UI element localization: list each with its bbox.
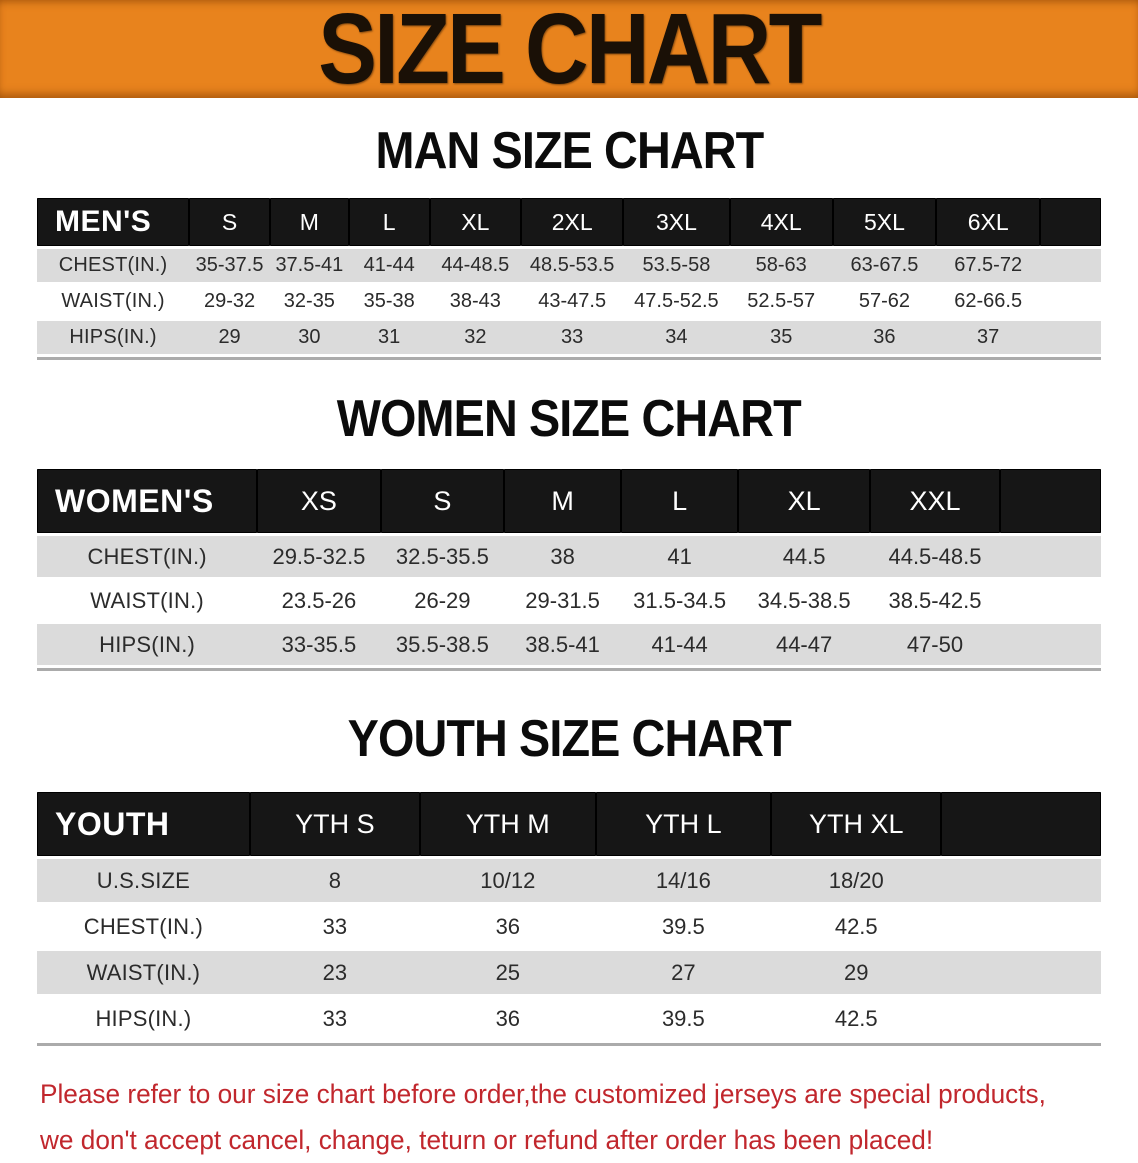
measurement-label: CHEST(IN.) <box>37 246 189 285</box>
section-youth <box>0 710 1138 1046</box>
disclaimer <box>40 1071 1138 1163</box>
measurement-value: 33 <box>250 905 420 951</box>
women-section-heading-text: WOMEN SIZE CHART <box>337 390 801 448</box>
size-header-row <box>37 469 1101 533</box>
measurement-row <box>37 856 1101 905</box>
banner <box>0 0 1138 105</box>
measurement-value: 48.5-53.5 <box>521 246 623 285</box>
measurement-value: 41-44 <box>349 246 430 285</box>
measurement-label: U.S.SIZE <box>37 856 250 905</box>
section-men <box>0 122 1138 360</box>
measurement-value: 25 <box>420 951 596 997</box>
size-column-header: YTH S <box>250 792 420 856</box>
youth-section-heading-text: YOUTH SIZE CHART <box>347 710 791 768</box>
measurement-row <box>37 246 1101 285</box>
measurement-value: 35.5-38.5 <box>381 624 504 668</box>
measurement-value: 47.5-52.5 <box>623 285 729 321</box>
measurement-row <box>37 905 1101 951</box>
measurement-value: 52.5-57 <box>730 285 833 321</box>
measurement-value: 38 <box>504 533 621 580</box>
measurement-value: 32-35 <box>270 285 349 321</box>
measurement-value: 10/12 <box>420 856 596 905</box>
measurement-value: 23 <box>250 951 420 997</box>
measurement-value: 32.5-35.5 <box>381 533 504 580</box>
youth-table-title: YOUTH <box>37 792 250 856</box>
measurement-value: 35-38 <box>349 285 430 321</box>
women-section-heading <box>0 390 1138 448</box>
measurement-value: 33 <box>521 321 623 357</box>
men-section-heading <box>0 122 1138 180</box>
size-column-header: 4XL <box>730 198 833 246</box>
measurement-value: 34 <box>623 321 729 357</box>
measurement-value: 44-48.5 <box>430 246 522 285</box>
measurement-value: 53.5-58 <box>623 246 729 285</box>
header-filler <box>941 792 1101 856</box>
size-header-row <box>37 792 1101 856</box>
measurement-value: 35-37.5 <box>189 246 270 285</box>
measurement-value: 39.5 <box>596 997 772 1043</box>
measurement-value: 58-63 <box>730 246 833 285</box>
size-column-header: XL <box>430 198 522 246</box>
measurement-value: 31.5-34.5 <box>621 580 738 624</box>
measurement-value: 36 <box>420 905 596 951</box>
measurement-row <box>37 951 1101 997</box>
size-column-header: 5XL <box>833 198 936 246</box>
measurement-value: 42.5 <box>771 997 941 1043</box>
measurement-value: 34.5-38.5 <box>738 580 870 624</box>
measurement-value: 36 <box>833 321 936 357</box>
cell-filler <box>941 951 1101 997</box>
measurement-value: 47-50 <box>870 624 1000 668</box>
measurement-label: WAIST(IN.) <box>37 951 250 997</box>
measurement-row <box>37 285 1101 321</box>
measurement-label: WAIST(IN.) <box>37 580 257 624</box>
measurement-value: 30 <box>270 321 349 357</box>
youth-section-heading <box>0 710 1138 768</box>
measurement-value: 26-29 <box>381 580 504 624</box>
size-column-header: L <box>621 469 738 533</box>
size-column-header: M <box>270 198 349 246</box>
measurement-value: 36 <box>420 997 596 1043</box>
measurement-value: 44.5-48.5 <box>870 533 1000 580</box>
women-size-table <box>37 469 1101 671</box>
measurement-value: 31 <box>349 321 430 357</box>
measurement-value: 8 <box>250 856 420 905</box>
measurement-value: 35 <box>730 321 833 357</box>
measurement-label: HIPS(IN.) <box>37 624 257 668</box>
measurement-value: 43-47.5 <box>521 285 623 321</box>
measurement-label: CHEST(IN.) <box>37 905 250 951</box>
measurement-label: HIPS(IN.) <box>37 997 250 1043</box>
size-column-header: YTH XL <box>771 792 941 856</box>
measurement-value: 32 <box>430 321 522 357</box>
measurement-row <box>37 624 1101 668</box>
measurement-row <box>37 997 1101 1043</box>
measurement-value: 29 <box>771 951 941 997</box>
measurement-value: 62-66.5 <box>936 285 1040 321</box>
measurement-value: 38.5-42.5 <box>870 580 1000 624</box>
men-size-table <box>37 198 1101 360</box>
cell-filler <box>1040 285 1101 321</box>
cell-filler <box>1040 246 1101 285</box>
cell-filler <box>941 997 1101 1043</box>
page-title: SIZE CHART <box>318 0 820 105</box>
measurement-row <box>37 533 1101 580</box>
measurement-value: 63-67.5 <box>833 246 936 285</box>
size-column-header: XXL <box>870 469 1000 533</box>
measurement-value: 57-62 <box>833 285 936 321</box>
men-table-title: MEN'S <box>37 198 189 246</box>
measurement-label: WAIST(IN.) <box>37 285 189 321</box>
measurement-value: 41 <box>621 533 738 580</box>
measurement-row <box>37 580 1101 624</box>
measurement-value: 14/16 <box>596 856 772 905</box>
size-column-header: 3XL <box>623 198 729 246</box>
section-women <box>0 390 1138 671</box>
size-column-header: YTH M <box>420 792 596 856</box>
measurement-value: 37.5-41 <box>270 246 349 285</box>
measurement-value: 23.5-26 <box>257 580 380 624</box>
youth-size-table <box>37 792 1101 1046</box>
disclaimer-line-1: Please refer to our size chart before order,the customized jerseys are special products, <box>40 1079 1046 1109</box>
measurement-value: 29-32 <box>189 285 270 321</box>
measurement-value: 38-43 <box>430 285 522 321</box>
size-column-header: 2XL <box>521 198 623 246</box>
measurement-value: 44.5 <box>738 533 870 580</box>
cell-filler <box>1040 321 1101 357</box>
size-column-header: L <box>349 198 430 246</box>
measurement-value: 44-47 <box>738 624 870 668</box>
size-chart-sections <box>0 122 1138 1046</box>
men-section-heading-text: MAN SIZE CHART <box>375 122 763 180</box>
size-column-header: S <box>381 469 504 533</box>
measurement-value: 41-44 <box>621 624 738 668</box>
measurement-label: HIPS(IN.) <box>37 321 189 357</box>
measurement-value: 67.5-72 <box>936 246 1040 285</box>
size-header-row <box>37 198 1101 246</box>
measurement-value: 33-35.5 <box>257 624 380 668</box>
measurement-value: 29 <box>189 321 270 357</box>
measurement-value: 33 <box>250 997 420 1043</box>
measurement-label: CHEST(IN.) <box>37 533 257 580</box>
measurement-value: 42.5 <box>771 905 941 951</box>
cell-filler <box>1000 624 1101 668</box>
measurement-row <box>37 321 1101 357</box>
measurement-value: 38.5-41 <box>504 624 621 668</box>
measurement-value: 37 <box>936 321 1040 357</box>
size-column-header: M <box>504 469 621 533</box>
measurement-value: 29-31.5 <box>504 580 621 624</box>
disclaimer-line-2: we don't accept cancel, change, teturn or refund after order has been placed! <box>40 1125 934 1155</box>
cell-filler <box>941 905 1101 951</box>
size-column-header: 6XL <box>936 198 1040 246</box>
measurement-value: 29.5-32.5 <box>257 533 380 580</box>
size-column-header: XS <box>257 469 380 533</box>
measurement-value: 18/20 <box>771 856 941 905</box>
cell-filler <box>1000 533 1101 580</box>
measurement-value: 39.5 <box>596 905 772 951</box>
measurement-value: 27 <box>596 951 772 997</box>
cell-filler <box>1000 580 1101 624</box>
size-column-header: YTH L <box>596 792 772 856</box>
cell-filler <box>941 856 1101 905</box>
size-column-header: XL <box>738 469 870 533</box>
size-column-header: S <box>189 198 270 246</box>
header-filler <box>1040 198 1101 246</box>
header-filler <box>1000 469 1101 533</box>
women-table-title: WOMEN'S <box>37 469 257 533</box>
